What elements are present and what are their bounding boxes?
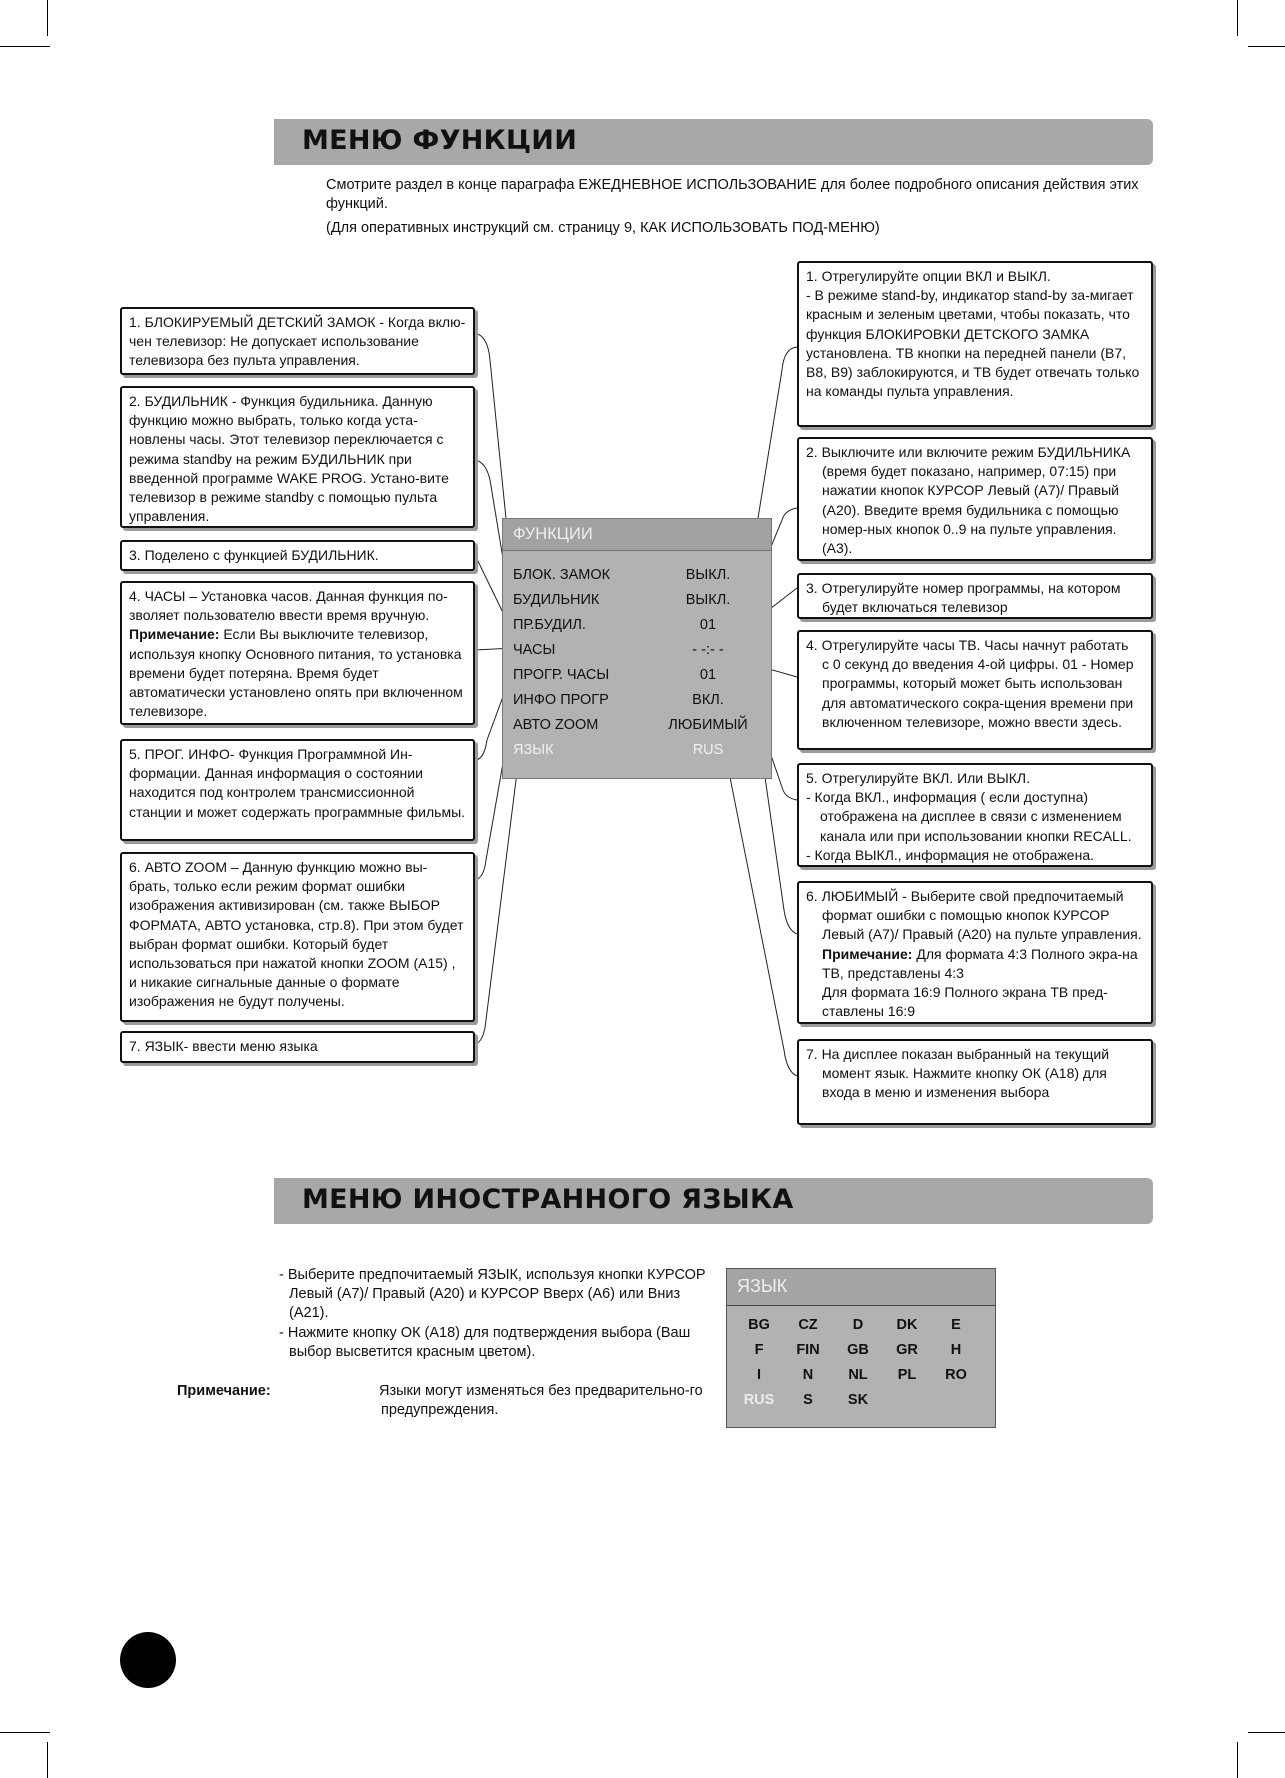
osd-row[interactable] (513, 692, 763, 714)
note-label: Примечание: (822, 945, 913, 962)
right-box-1 (797, 261, 1153, 427)
box-note (129, 625, 467, 721)
osd-title-bar (503, 519, 771, 551)
osd-functions-menu (502, 518, 772, 779)
osd-language-menu (726, 1268, 996, 1428)
left-box-child-lock (120, 307, 475, 375)
section-header-language (274, 1178, 1153, 1224)
left-box-clock (120, 581, 475, 725)
language-instructions (279, 1266, 711, 1362)
left-box-auto-zoom (120, 852, 475, 1022)
osd-row[interactable] (513, 717, 763, 739)
box-text: 6. АВТО ZOOM – Данную функцию можно вы-брать, только если режим формат ошибки изображения активизирован (см. также ВЫБОР ФОРМАТА, АВТО установка, стр.8). При этом будет выбран формат ошибки. Который будет использоваться при нажатой кнопки ZOOM (A15) , и никакие сигнальные данные о формате изображения не будут получены. (129, 859, 464, 1010)
right-box-2 (797, 437, 1153, 561)
osd-row-label: ИНФО ПРОГР (513, 692, 609, 708)
leader-line (764, 770, 797, 934)
box-text: 2. Выключите или включите режим БУДИЛЬНИКА (806, 444, 1131, 460)
box-text: момент язык. Нажмите кнопку ОК (А18) для входа в меню и изменения выбора (822, 1065, 1107, 1101)
note-label: Примечание: (129, 626, 220, 643)
lang-option[interactable]: D (852, 1317, 864, 1333)
osd-row-selected[interactable] (513, 742, 763, 764)
osd-row-value: - -:- - (692, 642, 724, 658)
lang-title: ЯЗЫК (737, 1276, 788, 1296)
lang-option[interactable]: PL (897, 1367, 917, 1383)
right-box-6 (797, 881, 1153, 1024)
osd-row[interactable] (513, 567, 763, 589)
box-text: будет включаться телевизор (822, 599, 1008, 616)
crop-mark (1237, 1742, 1238, 1778)
note-text: Языки могут изменяться без предварительно-го предупреждения. (379, 1383, 703, 1419)
left-box-shared (120, 540, 475, 571)
osd-row-value: ЛЮБИМЫЙ (668, 717, 748, 733)
note-label: Примечание: (177, 1383, 271, 1399)
box-text: 1. БЛОКИРУЕМЫЙ ДЕТСКИЙ ЗАМОК - Когда вклю-чен телевизор: Не допускает использование телевизора без пульта управления. (129, 314, 466, 369)
box-text: 6. ЛЮБИМЫЙ - Выберите свой предпочитаемый (806, 888, 1124, 904)
lang-option[interactable]: GR (896, 1342, 918, 1358)
lang-option[interactable]: FIN (796, 1342, 820, 1358)
osd-row-value: ВЫКЛ. (685, 567, 731, 583)
note-text: Если Вы выключите телевизор, используя кнопку Основного питания, то установка времени будет потеряна. Время будет автоматически установлено опять при включенном телевизоре. (129, 626, 463, 720)
osd-row-value: ВКЛ. (692, 692, 724, 708)
osd-row[interactable] (513, 667, 763, 689)
crop-mark (1248, 1732, 1285, 1733)
crop-mark (1237, 0, 1238, 36)
osd-row-value: 01 (699, 667, 717, 683)
intro-reference: (Для оперативных инструкций см. страницу 9, КАК ИСПОЛЬЗОВАТЬ ПОД-МЕНЮ) (326, 220, 880, 236)
box-text: 3. Отрегулируйте номер программы, на котором (806, 580, 1121, 596)
leader-line (726, 757, 797, 1076)
box-text: (время будет показано, например, 07:15) при нажатии кнопок КУРСОР Левый (А7)/ Правый (А20). Введите время будильника с помощью номер-ных кнопок 0..9 на пульте управления. (А3). (822, 463, 1120, 557)
osd-row[interactable] (513, 592, 763, 614)
osd-row-label: ПРОГР. ЧАСЫ (513, 667, 610, 683)
left-box-alarm (120, 386, 475, 528)
osd-row[interactable] (513, 642, 763, 664)
lang-option[interactable]: SK (847, 1392, 869, 1408)
crop-mark (0, 1732, 50, 1733)
box-text: - Когда ВКЛ., информация ( если доступна) (806, 789, 1089, 806)
crop-mark (0, 46, 50, 47)
section-title: МЕНЮ ИНОСТРАННОГО ЯЗЫКА (302, 1184, 794, 1215)
osd-row-label: ЧАСЫ (513, 642, 556, 658)
lang-option[interactable]: I (756, 1367, 762, 1383)
lang-option[interactable]: RO (945, 1367, 967, 1383)
box-text: 3. Поделено с функцией БУДИЛЬНИК. (129, 547, 379, 563)
lang-title-bar (727, 1269, 995, 1306)
right-box-3 (797, 573, 1153, 619)
box-text: 1. Отрегулируйте опции ВКЛ и ВЫКЛ. (806, 268, 1051, 284)
osd-row-label: БУДИЛЬНИК (513, 592, 600, 608)
osd-row-label: ЯЗЫК (513, 742, 554, 758)
crop-mark (47, 0, 48, 36)
box-text: 2. БУДИЛЬНИК - Функция будильника. Данную функцию можно выбрать, только когда уста-новлены часы. Этот телевизор переключается с режима standby на режим БУДИЛЬНИК при введенной программе WAKE PROG. Устано-вите телевизор в режиме standby с помощью пульта управления. (129, 393, 449, 525)
lang-option[interactable]: S (803, 1392, 813, 1408)
lang-option[interactable]: DK (896, 1317, 918, 1333)
box-text: - Когда ВЫКЛ., информация не отображена. (806, 846, 1094, 863)
lang-option[interactable]: CZ (798, 1317, 818, 1333)
lang-option[interactable]: BG (748, 1317, 770, 1333)
lang-option[interactable]: H (950, 1342, 962, 1358)
note-text: Для формата 4:3 Полного экра-на ТВ, представлены 4:3 (822, 945, 1138, 981)
osd-row[interactable] (513, 617, 763, 639)
box-text: 4. ЧАСЫ – Установка часов. Данная функция по-зволяет пользователю ввести время вручную. (129, 588, 448, 624)
box-text: отображена на дисплее в связи с изменением канала или при использовании кнопки RECALL. (820, 808, 1132, 844)
left-box-prog-info (120, 739, 475, 841)
box-text: Для формата 16:9 Полного экрана ТВ пред-ставлены 16:9 (822, 984, 1108, 1020)
box-text: 7. На дисплее показан выбранный на текущий (806, 1046, 1110, 1062)
box-text: 5. Отрегулируйте ВКЛ. Или ВЫКЛ. (806, 770, 1030, 786)
box-text: формат ошибки с помощью кнопок КУРСОР Левый (А7)/ Правый (А20) на пульте управления. (822, 907, 1142, 943)
box-note (806, 945, 1145, 983)
lang-option[interactable]: E (951, 1317, 961, 1333)
osd-title: ФУНКЦИИ (513, 525, 593, 543)
intro-text: Смотрите раздел в конце параграфа ЕЖЕДНЕВНОЕ ИСПОЛЬЗОВАНИЕ для более подробного описания действия этих функций. (326, 177, 1139, 212)
page-number-marker (120, 1632, 176, 1688)
osd-row-value: 01 (699, 617, 717, 633)
section-title: МЕНЮ ФУНКЦИИ (302, 125, 578, 156)
osd-row-label: БЛОК. ЗАМОК (513, 567, 611, 583)
box-text: 7. ЯЗЫК- ввести меню языка (129, 1038, 318, 1054)
lang-option[interactable]: GB (847, 1342, 869, 1358)
lang-option[interactable]: NL (848, 1367, 868, 1383)
crop-mark (47, 1742, 48, 1778)
right-box-7 (797, 1039, 1153, 1125)
lang-option-selected[interactable]: RUS (743, 1392, 775, 1408)
osd-row-label: ПР.БУДИЛ. (513, 617, 586, 633)
box-text: - В режиме stand-by, индикатор stand-by за-мигает красным и зеленым цветами, чтобы показать, что функция БЛОКИРОВКИ ДЕТСКОГО ЗАМКА установлена. ТВ кнопки на передней панели (В7, В8, В9) заблокируются, и ТВ будет отвечать только на команды пульта управления. (806, 287, 1140, 400)
right-box-5 (797, 763, 1153, 867)
instruction-text: - Выберите предпочитаемый ЯЗЫК, используя кнопки КУРСОР Левый (А7)/ Правый (А20) и КУРСОР Вверх (А6) или Вниз (А21). (279, 1267, 706, 1322)
lang-option[interactable]: F (754, 1342, 764, 1358)
osd-row-value: RUS (692, 742, 724, 758)
box-text: 4. Отрегулируйте часы ТВ. Часы начнут работать (806, 637, 1129, 653)
osd-row-label: АВТО ZOOM (513, 717, 599, 733)
box-text: 5. ПРОГ. ИНФО- Функция Программной Ин-формации. Данная информация о состоянии находится под контролем трансмиссионной станции и может содержать программные фильмы. (129, 746, 466, 820)
instruction-text: - Нажмите кнопку ОК (А18) для подтверждения выбора (Ваш выбор высветится красным цветом). (279, 1324, 691, 1360)
section-header-functions (274, 119, 1153, 165)
leader-line (475, 748, 520, 1044)
right-box-4 (797, 630, 1153, 750)
lang-option[interactable]: N (802, 1367, 814, 1383)
osd-row-value: ВЫКЛ. (685, 592, 731, 608)
left-box-language (120, 1031, 475, 1063)
crop-mark (1248, 46, 1285, 47)
box-text: с 0 секунд до введения 4-ой цифры. 01 - Номер программы, который может быть использован для автоматического сокра-щения времени при включенном телевизоре, можно ввести здесь. (822, 656, 1134, 730)
